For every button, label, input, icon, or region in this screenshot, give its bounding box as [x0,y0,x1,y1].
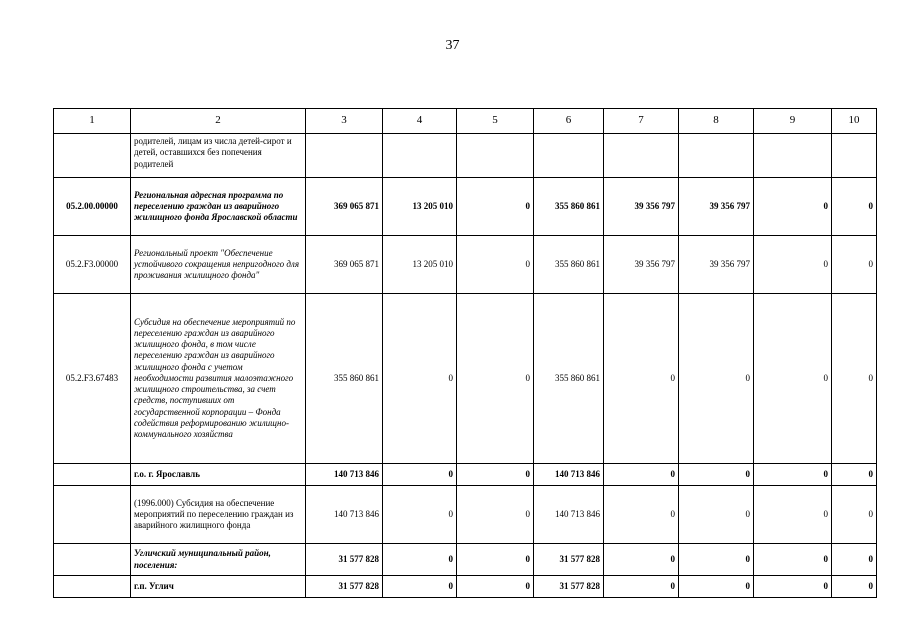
code-cell: 05.2.00.00000 [54,178,131,236]
value-cell: 0 [832,178,877,236]
header-cell: 10 [832,109,877,134]
value-cell: 0 [383,576,457,598]
name-cell: г.п. Углич [131,576,306,598]
value-cell: 140 713 846 [534,486,604,544]
value-cell [534,134,604,178]
value-cell: 0 [754,486,832,544]
value-cell: 0 [604,576,679,598]
value-cell: 0 [832,236,877,294]
table-row [54,236,877,294]
value-cell: 39 356 797 [604,178,679,236]
header-cell: 6 [534,109,604,134]
value-cell: 0 [754,544,832,576]
value-cell: 0 [754,576,832,598]
table-row [54,464,877,486]
value-cell: 0 [383,294,457,464]
value-cell [383,134,457,178]
name-cell: родителей, лицам из числа детей-сирот и детей, оставшихся без попечения родителей [131,134,306,178]
header-cell: 9 [754,109,832,134]
value-cell [457,134,534,178]
name-cell: Субсидия на обеспечение мероприятий по переселению граждан из аварийного жилищного фонда, в том числе переселению граждан из аварийного жилищного фонда с учетом необходимости развития малоэтажного жилищного строительства, за счет средств, поступивших от государственной корпорации – Фонда содействия реформированию жилищно-коммунального хозяйства [131,294,306,464]
name-cell: Угличский муниципальный район, поселения: [131,544,306,576]
value-cell [679,134,754,178]
table-row [54,178,877,236]
value-cell: 0 [754,178,832,236]
value-cell: 0 [832,576,877,598]
value-cell: 0 [457,486,534,544]
header-cell: 4 [383,109,457,134]
code-cell: 05.2.F3.67483 [54,294,131,464]
value-cell: 0 [832,486,877,544]
value-cell: 0 [679,544,754,576]
value-cell: 0 [604,294,679,464]
value-cell: 13 205 010 [383,178,457,236]
value-cell [306,134,383,178]
value-cell: 0 [383,486,457,544]
value-cell: 31 577 828 [534,576,604,598]
value-cell: 0 [604,486,679,544]
value-cell: 0 [832,294,877,464]
value-cell: 0 [679,486,754,544]
value-cell: 140 713 846 [306,464,383,486]
code-cell [54,464,131,486]
header-cell: 3 [306,109,383,134]
header-cell: 5 [457,109,534,134]
budget-table [53,108,877,598]
value-cell: 0 [679,576,754,598]
value-cell: 13 205 010 [383,236,457,294]
value-cell: 0 [754,464,832,486]
code-cell: 05.2.F3.00000 [54,236,131,294]
value-cell: 0 [754,294,832,464]
table-row [54,486,877,544]
value-cell: 31 577 828 [306,544,383,576]
value-cell: 0 [457,544,534,576]
header-row [54,109,877,134]
value-cell: 355 860 861 [534,178,604,236]
value-cell: 0 [604,464,679,486]
value-cell: 140 713 846 [534,464,604,486]
value-cell [832,134,877,178]
header-cell: 7 [604,109,679,134]
name-cell: (1996.000) Субсидия на обеспечение мероприятий по переселению граждан из аварийного жилищного фонда [131,486,306,544]
code-cell [54,544,131,576]
value-cell: 0 [457,576,534,598]
table-row [54,544,877,576]
value-cell: 0 [457,178,534,236]
header-cell: 1 [54,109,131,134]
value-cell: 0 [457,294,534,464]
value-cell: 0 [604,544,679,576]
value-cell: 0 [832,544,877,576]
value-cell: 0 [679,294,754,464]
value-cell [754,134,832,178]
name-cell: г.о. г. Ярославль [131,464,306,486]
value-cell: 0 [457,236,534,294]
value-cell: 0 [383,544,457,576]
table-row [54,576,877,598]
code-cell [54,134,131,178]
header-cell: 2 [131,109,306,134]
name-cell: Региональный проект "Обеспечение устойчивого сокращения непригодного для проживания жилищного фонда" [131,236,306,294]
value-cell: 355 860 861 [306,294,383,464]
value-cell: 0 [457,464,534,486]
value-cell: 0 [754,236,832,294]
value-cell: 369 065 871 [306,178,383,236]
table-row [54,134,877,178]
value-cell: 0 [679,464,754,486]
value-cell: 39 356 797 [679,236,754,294]
value-cell: 355 860 861 [534,236,604,294]
value-cell [604,134,679,178]
value-cell: 39 356 797 [604,236,679,294]
value-cell: 355 860 861 [534,294,604,464]
value-cell: 31 577 828 [306,576,383,598]
value-cell: 39 356 797 [679,178,754,236]
table-row [54,294,877,464]
value-cell: 0 [832,464,877,486]
value-cell: 31 577 828 [534,544,604,576]
value-cell: 0 [383,464,457,486]
name-cell: Региональная адресная программа по переселению граждан из аварийного жилищного фонда Ярославской области [131,178,306,236]
value-cell: 369 065 871 [306,236,383,294]
code-cell [54,486,131,544]
header-cell: 8 [679,109,754,134]
page-number: 37 [445,38,460,53]
value-cell: 140 713 846 [306,486,383,544]
code-cell [54,576,131,598]
